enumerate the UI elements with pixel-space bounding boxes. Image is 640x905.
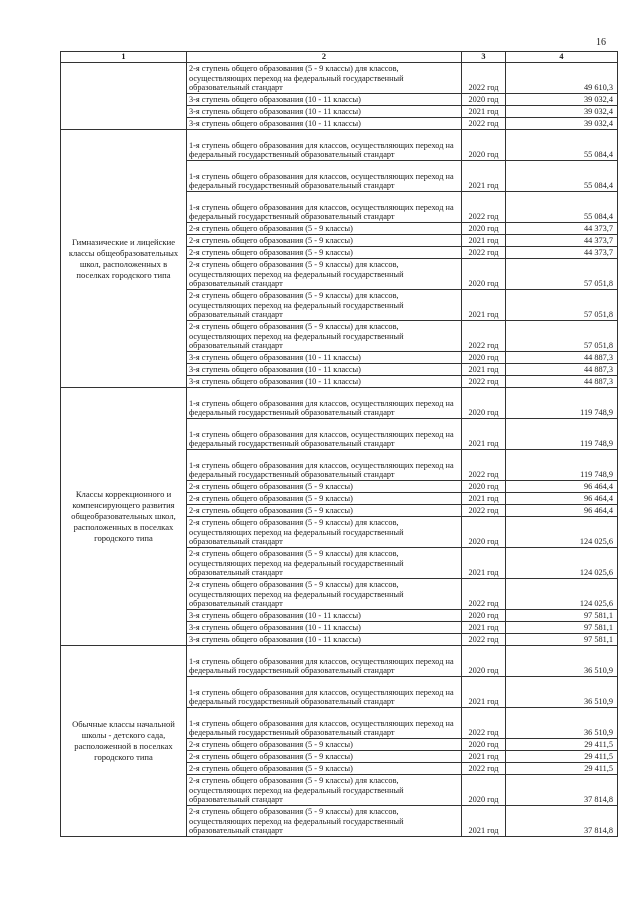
education-level-cell: 2-я ступень общего образования (5 - 9 классы) для классов, осуществляющих переход на федеральный государственный образовательный стандарт	[187, 63, 462, 94]
value-cell: 39 032,4	[506, 118, 618, 130]
year-cell: 2022 год	[462, 63, 506, 94]
year-cell: 2020 год	[462, 517, 506, 548]
value-cell: 44 887,3	[506, 352, 618, 364]
value-cell: 55 084,4	[506, 192, 618, 223]
year-cell: 2020 год	[462, 259, 506, 290]
table-row	[61, 646, 618, 677]
value-cell: 44 373,7	[506, 235, 618, 247]
table-row	[61, 63, 618, 94]
year-cell: 2020 год	[462, 481, 506, 493]
year-cell: 2020 год	[462, 646, 506, 677]
year-cell: 2021 год	[462, 106, 506, 118]
value-cell: 44 887,3	[506, 376, 618, 388]
education-level-cell: 1-я ступень общего образования для классов, осуществляющих переход на федеральный государственный образовательный стандарт	[187, 192, 462, 223]
education-level-cell: 3-я ступень общего образования (10 - 11 классы)	[187, 106, 462, 118]
header-col-4: 4	[506, 52, 618, 63]
value-cell: 57 051,8	[506, 321, 618, 352]
year-cell: 2020 год	[462, 610, 506, 622]
value-cell: 97 581,1	[506, 622, 618, 634]
header-col-3: 3	[462, 52, 506, 63]
year-cell: 2020 год	[462, 388, 506, 419]
year-cell: 2022 год	[462, 763, 506, 775]
year-cell: 2020 год	[462, 352, 506, 364]
value-cell: 96 464,4	[506, 493, 618, 505]
year-cell: 2020 год	[462, 130, 506, 161]
education-level-cell: 3-я ступень общего образования (10 - 11 классы)	[187, 610, 462, 622]
education-level-cell: 3-я ступень общего образования (10 - 11 классы)	[187, 634, 462, 646]
year-cell: 2021 год	[462, 622, 506, 634]
school-category-cell: Обычные классы начальной школы - детского сада, расположенной в поселках городского типа	[61, 646, 187, 837]
table-row	[61, 388, 618, 419]
value-cell: 36 510,9	[506, 677, 618, 708]
education-level-cell: 2-я ступень общего образования (5 - 9 классы)	[187, 763, 462, 775]
value-cell: 96 464,4	[506, 505, 618, 517]
education-level-cell: 2-я ступень общего образования (5 - 9 классы) для классов, осуществляющих переход на федеральный государственный образовательный стандарт	[187, 517, 462, 548]
year-cell: 2022 год	[462, 579, 506, 610]
education-level-cell: 1-я ступень общего образования для классов, осуществляющих переход на федеральный государственный образовательный стандарт	[187, 388, 462, 419]
value-cell: 36 510,9	[506, 708, 618, 739]
education-level-cell: 1-я ступень общего образования для классов, осуществляющих переход на федеральный государственный образовательный стандарт	[187, 677, 462, 708]
year-cell: 2022 год	[462, 321, 506, 352]
year-cell: 2020 год	[462, 223, 506, 235]
table-row	[61, 130, 618, 161]
value-cell: 37 814,8	[506, 775, 618, 806]
year-cell: 2022 год	[462, 634, 506, 646]
value-cell: 29 411,5	[506, 739, 618, 751]
value-cell: 39 032,4	[506, 106, 618, 118]
education-level-cell: 2-я ступень общего образования (5 - 9 классы)	[187, 481, 462, 493]
education-level-cell: 2-я ступень общего образования (5 - 9 классы)	[187, 751, 462, 763]
year-cell: 2021 год	[462, 806, 506, 837]
header-col-1: 1	[61, 52, 187, 63]
header-row	[61, 52, 618, 63]
value-cell: 36 510,9	[506, 646, 618, 677]
education-level-cell: 2-я ступень общего образования (5 - 9 классы) для классов, осуществляющих переход на федеральный государственный образовательный стандарт	[187, 775, 462, 806]
education-level-cell: 2-я ступень общего образования (5 - 9 классы)	[187, 223, 462, 235]
value-cell: 55 084,4	[506, 161, 618, 192]
value-cell: 97 581,1	[506, 634, 618, 646]
education-level-cell: 2-я ступень общего образования (5 - 9 классы)	[187, 235, 462, 247]
page-number: 16	[596, 37, 606, 48]
value-cell: 39 032,4	[506, 94, 618, 106]
education-level-cell: 1-я ступень общего образования для классов, осуществляющих переход на федеральный государственный образовательный стандарт	[187, 130, 462, 161]
value-cell: 49 610,3	[506, 63, 618, 94]
value-cell: 29 411,5	[506, 763, 618, 775]
education-level-cell: 2-я ступень общего образования (5 - 9 классы) для классов, осуществляющих переход на федеральный государственный образовательный стандарт	[187, 290, 462, 321]
value-cell: 119 748,9	[506, 388, 618, 419]
school-category-cell: Классы коррекционного и компенсирующего развития общеобразовательных школ, расположенных в поселках городского типа	[61, 388, 187, 646]
year-cell: 2020 год	[462, 739, 506, 751]
education-level-cell: 2-я ступень общего образования (5 - 9 классы) для классов, осуществляющих переход на федеральный государственный образовательный стандарт	[187, 806, 462, 837]
value-cell: 44 373,7	[506, 247, 618, 259]
value-cell: 119 748,9	[506, 450, 618, 481]
education-level-cell: 2-я ступень общего образования (5 - 9 классы)	[187, 739, 462, 751]
education-level-cell: 3-я ступень общего образования (10 - 11 классы)	[187, 94, 462, 106]
education-level-cell: 1-я ступень общего образования для классов, осуществляющих переход на федеральный государственный образовательный стандарт	[187, 450, 462, 481]
value-cell: 119 748,9	[506, 419, 618, 450]
education-level-cell: 2-я ступень общего образования (5 - 9 классы) для классов, осуществляющих переход на федеральный государственный образовательный стандарт	[187, 579, 462, 610]
year-cell: 2021 год	[462, 235, 506, 247]
year-cell: 2022 год	[462, 247, 506, 259]
year-cell: 2021 год	[462, 290, 506, 321]
education-level-cell: 1-я ступень общего образования для классов, осуществляющих переход на федеральный государственный образовательный стандарт	[187, 161, 462, 192]
education-level-cell: 2-я ступень общего образования (5 - 9 классы)	[187, 505, 462, 517]
header-col-2: 2	[187, 52, 462, 63]
education-level-cell: 2-я ступень общего образования (5 - 9 классы)	[187, 493, 462, 505]
year-cell: 2022 год	[462, 376, 506, 388]
education-level-cell: 3-я ступень общего образования (10 - 11 классы)	[187, 352, 462, 364]
year-cell: 2021 год	[462, 493, 506, 505]
education-level-cell: 1-я ступень общего образования для классов, осуществляющих переход на федеральный государственный образовательный стандарт	[187, 646, 462, 677]
value-cell: 96 464,4	[506, 481, 618, 493]
education-level-cell: 2-я ступень общего образования (5 - 9 классы)	[187, 247, 462, 259]
tariff-table	[60, 51, 618, 837]
value-cell: 57 051,8	[506, 290, 618, 321]
school-category-cell	[61, 63, 187, 130]
table-body	[61, 63, 618, 837]
year-cell: 2021 год	[462, 548, 506, 579]
value-cell: 29 411,5	[506, 751, 618, 763]
education-level-cell: 2-я ступень общего образования (5 - 9 классы) для классов, осуществляющих переход на федеральный государственный образовательный стандарт	[187, 321, 462, 352]
education-level-cell: 1-я ступень общего образования для классов, осуществляющих переход на федеральный государственный образовательный стандарт	[187, 708, 462, 739]
value-cell: 97 581,1	[506, 610, 618, 622]
year-cell: 2020 год	[462, 94, 506, 106]
year-cell: 2022 год	[462, 192, 506, 223]
value-cell: 124 025,6	[506, 548, 618, 579]
education-level-cell: 2-я ступень общего образования (5 - 9 классы) для классов, осуществляющих переход на федеральный государственный образовательный стандарт	[187, 259, 462, 290]
value-cell: 55 084,4	[506, 130, 618, 161]
year-cell: 2022 год	[462, 708, 506, 739]
year-cell: 2021 год	[462, 364, 506, 376]
value-cell: 124 025,6	[506, 517, 618, 548]
year-cell: 2021 год	[462, 419, 506, 450]
value-cell: 37 814,8	[506, 806, 618, 837]
year-cell: 2020 год	[462, 775, 506, 806]
education-level-cell: 3-я ступень общего образования (10 - 11 классы)	[187, 376, 462, 388]
school-category-cell: Гимназические и лицейские классы общеобразовательных школ, расположенных в поселках городского типа	[61, 130, 187, 388]
education-level-cell: 2-я ступень общего образования (5 - 9 классы) для классов, осуществляющих переход на федеральный государственный образовательный стандарт	[187, 548, 462, 579]
year-cell: 2021 год	[462, 161, 506, 192]
education-level-cell: 3-я ступень общего образования (10 - 11 классы)	[187, 622, 462, 634]
education-level-cell: 3-я ступень общего образования (10 - 11 классы)	[187, 364, 462, 376]
year-cell: 2022 год	[462, 118, 506, 130]
value-cell: 57 051,8	[506, 259, 618, 290]
year-cell: 2021 год	[462, 677, 506, 708]
value-cell: 124 025,6	[506, 579, 618, 610]
education-level-cell: 3-я ступень общего образования (10 - 11 классы)	[187, 118, 462, 130]
education-level-cell: 1-я ступень общего образования для классов, осуществляющих переход на федеральный государственный образовательный стандарт	[187, 419, 462, 450]
year-cell: 2022 год	[462, 450, 506, 481]
year-cell: 2021 год	[462, 751, 506, 763]
year-cell: 2022 год	[462, 505, 506, 517]
value-cell: 44 373,7	[506, 223, 618, 235]
value-cell: 44 887,3	[506, 364, 618, 376]
table-header	[61, 52, 618, 63]
